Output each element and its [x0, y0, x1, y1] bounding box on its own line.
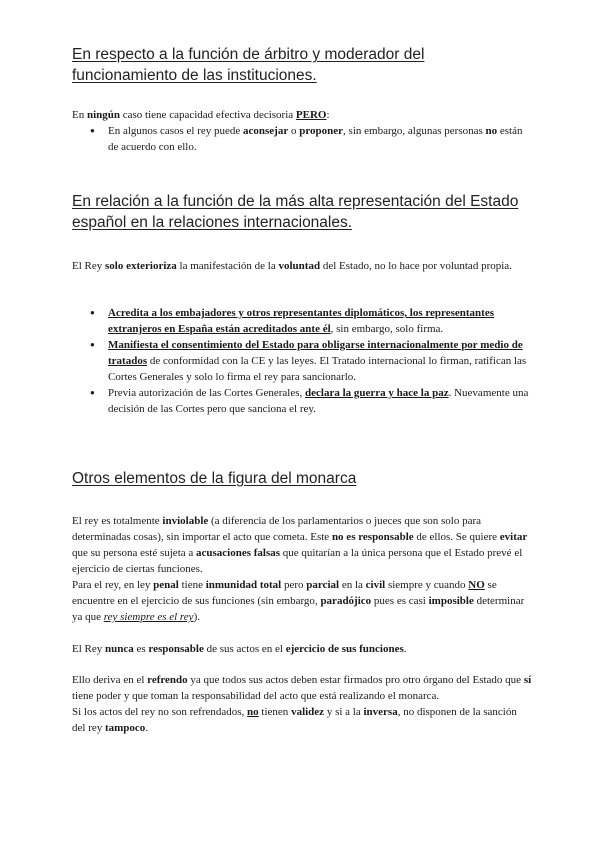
bullet-list-representacion [72, 305, 532, 417]
list-item: ● Acredita a los embajadores y otros representantes diplomáticos, los representantes extranjeros en España están acreditados ante él, sin embargo, solo firma. [72, 305, 532, 337]
paragraph-voluntad: El Rey solo exterioriza la manifestación de la voluntad del Estado, no lo hace por voluntad propia. [72, 260, 512, 272]
paragraph-inviolable: El rey es totalmente inviolable (a diferencia de los parlamentarios o jueces que son solo para determinadas cosas), sin importar el acto que cometa. Este no es responsable de ellos. Se quiere evitar que su persona esté sujeta a acusaciones falsas que quitarían a la única persona que el Estado prevé el ejercicio de ciertas funciones. Para el rey, en ley penal tiene inmunidad total pero parcial en la civil siempre y cuando NO se encuentre en el ejercicio de sus funciones (sin embargo, paradójico pues es casi imposible determinar ya que rey siempre es el rey). [72, 515, 528, 623]
list-item: ● Previa autorización de las Cortes Generales, declara la guerra y hace la paz. Nuevamente una decisión de las Cortes pero que sanciona el rey. [72, 385, 532, 417]
section-heading-monarca: Otros elementos de la figura del monarca [72, 470, 357, 487]
bullet-list-arbitro [72, 123, 532, 155]
section-heading-arbitro: En respecto a la función de árbitro y moderador del funcionamiento de las instituciones. [72, 46, 425, 84]
paragraph-capacidad: En ningún caso tiene capacidad efectiva decisoria PERO: [72, 109, 330, 121]
paragraph-refrendo: Ello deriva en el refrendo ya que todos sus actos deben estar firmados pro otro órgano del Estado que sí tiene poder y que toman la responsabilidad del acto que está realizando el monarca. Si los actos del rey no son refrendados, no tienen validez y si a la inversa, no disponen de la sanción del rey tampoco. [72, 674, 532, 734]
list-item: ● Manifiesta el consentimiento del Estado para obligarse internacionalmente por medio de tratados de conformidad con la CE y las leyes. El Tratado internacional lo firman, ratifican las Cortes Generales y solo lo firma el rey para sancionarlo. [72, 337, 532, 385]
paragraph-responsable: El Rey nunca es responsable de sus actos en el ejercicio de sus funciones. [72, 643, 407, 655]
list-item: ● En algunos casos el rey puede aconsejar o proponer, sin embargo, algunas personas no están de acuerdo con ello. [72, 123, 532, 155]
section-heading-representacion: En relación a la función de la más alta representación del Estado español en la relaciones internacionales. [72, 193, 519, 231]
